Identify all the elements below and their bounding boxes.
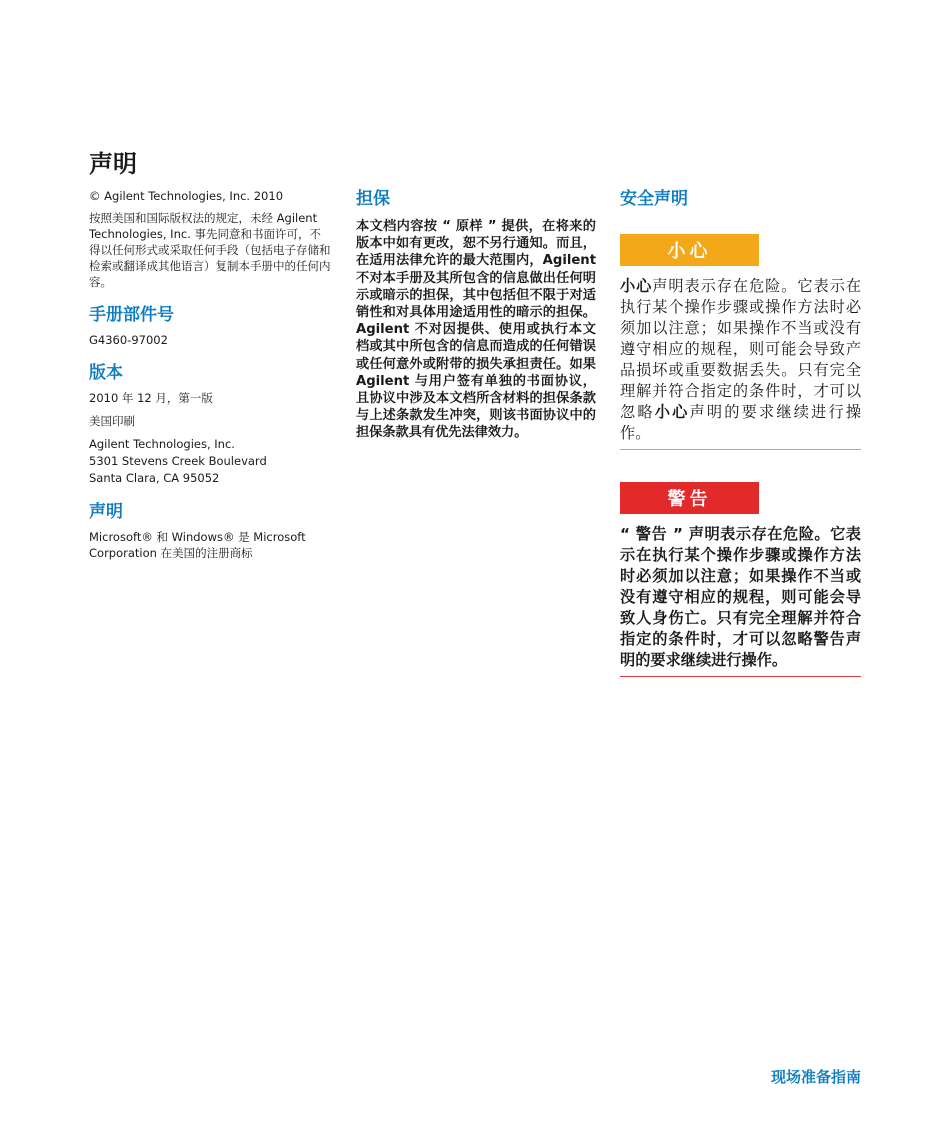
- copyright-line: © Agilent Technologies, Inc. 2010: [89, 189, 284, 203]
- page-title: 声明: [89, 150, 137, 178]
- trademark-notice: Microsoft® 和 Windows® 是 Microsoft Corporation 在美国的注册商标: [89, 530, 306, 560]
- part-number: G4360-97002: [89, 333, 168, 347]
- caution-bold-end: 小心: [654, 403, 690, 421]
- edition-text: 2010 年 12 月，第一版: [89, 391, 213, 405]
- copyright-text: 按照美国和国际版权法的规定，未经 Agilent Technologies, Inc. 事先同意和书面许可，不得以任何形式或采取任何手段（包括电子存储和检索或翻译成其他语言）复制本手册中的任何内容。: [89, 211, 331, 289]
- safety-heading: 安全声明: [620, 189, 688, 209]
- warning-text: “ 警告 ” 声明表示存在危险。它表示在执行某个操作步骤或操作方法时必须加以注意；如果操作不当或没有遵守相应的规程，则可能会导致人身伤亡。只有完全理解并符合指定的条件时，才可以忽略警告声明的要求继续进行操作。: [620, 525, 861, 669]
- right-column: [620, 188, 861, 677]
- left-column: [89, 150, 331, 561]
- caution-body-2: 声明的要求继续进行操作。: [620, 403, 862, 442]
- caution-bold-start: 小心: [620, 277, 653, 295]
- footer-doc-title: 现场准备指南: [770, 1068, 861, 1086]
- warranty-heading: 担保: [356, 189, 390, 209]
- notice-heading: 声明: [89, 502, 123, 522]
- caution-text: [620, 276, 861, 444]
- address-line-1: Agilent Technologies, Inc.: [89, 437, 235, 451]
- address-line-2: 5301 Stevens Creek Boulevard: [89, 454, 267, 468]
- warning-badge: 警告: [620, 482, 759, 514]
- part-number-heading: 手册部件号: [89, 305, 174, 325]
- address-line-3: Santa Clara, CA 95052: [89, 471, 220, 485]
- printed-in: 美国印刷: [89, 414, 135, 428]
- caution-badge: 小心: [620, 234, 759, 266]
- middle-column: [356, 188, 596, 442]
- warranty-text: 本文档内容按 “ 原样 ” 提供，在将来的版本中如有更改，恕不另行通知。而且，在适用法律允许的最大范围内，Agilent 不对本手册及其所包含的信息做出任何明示或暗示的担保，其中包括但不限于对适销性和对具体用途适用性的暗示的担保。Agilent 不对因提供、使用或执行本文档或其中所包含的信息而造成的任何错误或任何意外或附带的损失承担责任。如果 Agilent 与用户签有单独的书面协议，且协议中涉及本文档所含材料的担保条款与上述条款发生冲突，则该书面协议中的担保条款具有优先法律效力。: [356, 219, 596, 441]
- caution-body-1: 声明表示存在危险。它表示在执行某个操作步骤或操作方法时必须加以注意；如果操作不当或没有遵守相应的规程，则可能会导致产品损坏或重要数据丢失。只有完全理解并符合指定的条件时，才可以忽略: [620, 277, 862, 421]
- warning-divider: [620, 676, 861, 677]
- edition-heading: 版本: [89, 363, 123, 383]
